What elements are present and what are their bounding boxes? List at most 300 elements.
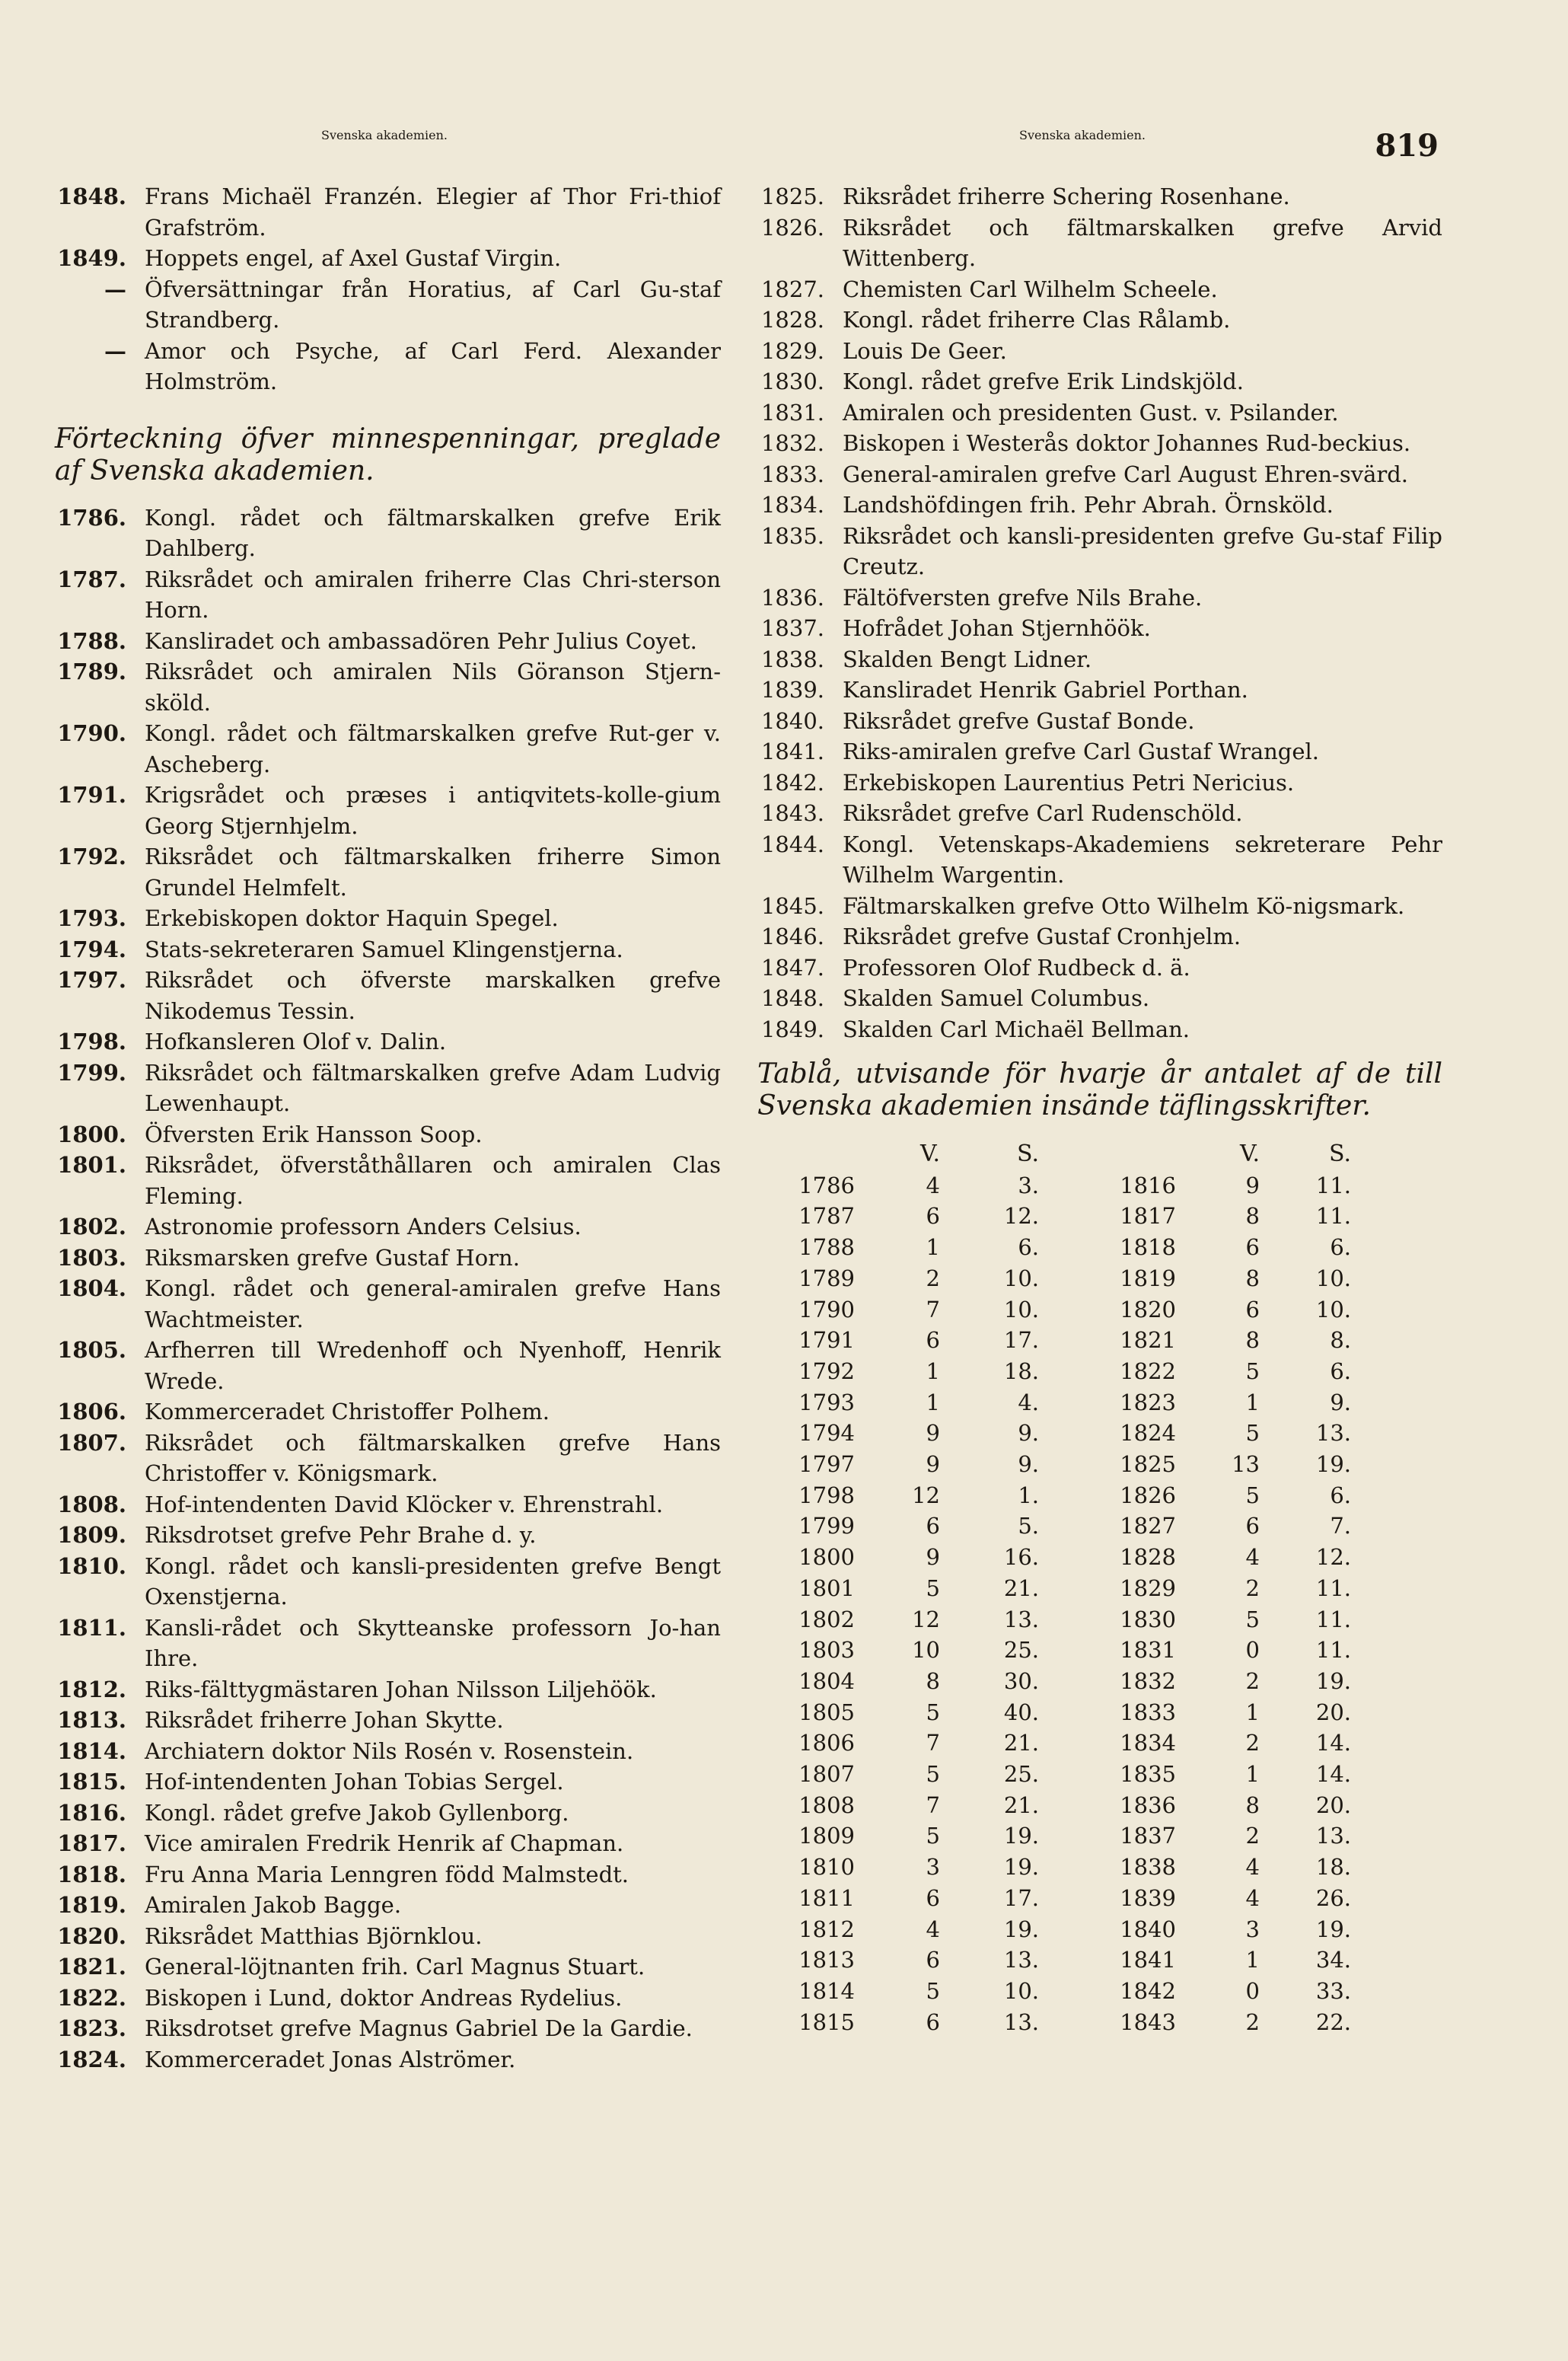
entry-year: 1825. bbox=[760, 183, 824, 209]
list-item bbox=[750, 675, 1442, 706]
entry-text: General-löjtnanten frih. Carl Magnus Stuart. bbox=[145, 1954, 645, 1980]
table-year: 1843 bbox=[1120, 2008, 1176, 2035]
entry-text: Fältöfversten grefve Nils Brahe. bbox=[843, 584, 1203, 611]
table-year: 1842 bbox=[1120, 1977, 1176, 2004]
table-s-count: 13. bbox=[1003, 1606, 1039, 1632]
table-row bbox=[750, 1542, 1351, 1573]
entry-text: Kongl. rådet och kansli-presidenten grefve Bengt Oxenstjerna. bbox=[145, 1552, 721, 1610]
table-s-count: 25. bbox=[1003, 1761, 1039, 1788]
table-s-count: 14. bbox=[1315, 1730, 1351, 1756]
table-year: 1832 bbox=[1120, 1667, 1176, 1694]
table-v-count: 9 bbox=[926, 1451, 940, 1478]
entry-text: Krigsrådet och præses i antiqvitets-kolle-gium Georg Stjernhjelm. bbox=[145, 782, 721, 839]
entry-text: Landshöfdingen frih. Pehr Abrah. Örnsköld. bbox=[843, 492, 1334, 518]
entry-year: 1787. bbox=[57, 566, 126, 592]
entry-year: 1814. bbox=[57, 1737, 126, 1764]
entry-year: 1848. bbox=[760, 985, 824, 1011]
list-item bbox=[750, 490, 1442, 521]
table-v-count: 1 bbox=[1245, 1699, 1260, 1725]
table-s-count: 19. bbox=[1315, 1916, 1351, 1942]
table-s-count: 11. bbox=[1315, 1172, 1351, 1198]
table-s-count: 40. bbox=[1003, 1699, 1039, 1725]
entry-year: 1812. bbox=[57, 1676, 126, 1702]
list-item bbox=[47, 503, 721, 564]
entry-text: Fältmarskalken grefve Otto Wilhelm Kö-nigsmark. bbox=[843, 892, 1405, 919]
list-item bbox=[47, 1396, 721, 1428]
table-s-count: 16. bbox=[1003, 1544, 1039, 1571]
entry-text: Erkebiskopen doktor Haquin Spegel. bbox=[145, 905, 559, 931]
table-v-count: 7 bbox=[926, 1791, 940, 1818]
table-v-count: 2 bbox=[1245, 1823, 1260, 1849]
table-v-count: 5 bbox=[926, 1761, 940, 1788]
table-year: 1807 bbox=[798, 1761, 855, 1788]
entry-text: Riksrådet friherre Schering Rosenhane. bbox=[843, 183, 1290, 209]
table-v-count: 8 bbox=[1245, 1791, 1260, 1818]
entry-text: Riksrådet och fältmarskalken grefve Adam Ludvig Lewenhaupt. bbox=[145, 1059, 721, 1116]
entry-year: 1816. bbox=[57, 1799, 126, 1826]
list-item bbox=[750, 613, 1442, 644]
table-s-count: 8. bbox=[1330, 1327, 1351, 1354]
table-year: 1787 bbox=[798, 1203, 855, 1230]
table-v-count: 8 bbox=[926, 1667, 940, 1694]
entry-year: 1793. bbox=[57, 905, 126, 931]
entry-text: Professoren Olof Rudbeck d. ä. bbox=[843, 954, 1190, 981]
entry-text: Hofkansleren Olof v. Dalin. bbox=[145, 1029, 447, 1054]
list-item bbox=[750, 736, 1442, 767]
entry-year: 1827. bbox=[760, 276, 824, 302]
table-s-count: 14. bbox=[1315, 1761, 1351, 1788]
table-v-count: 2 bbox=[1245, 1575, 1260, 1601]
entry-text: Öfversättningar från Horatius, af Carl Gu-staf Strandberg. bbox=[145, 276, 721, 333]
entry-year: 1791. bbox=[57, 782, 126, 808]
table-row bbox=[750, 1573, 1351, 1604]
entry-year: 1803. bbox=[57, 1244, 126, 1271]
list-item bbox=[47, 564, 721, 626]
table-year: 1833 bbox=[1120, 1699, 1176, 1725]
table-year: 1818 bbox=[1120, 1234, 1176, 1261]
col-header-s: S. bbox=[1016, 1141, 1039, 1167]
table-s-count: 10. bbox=[1315, 1265, 1351, 1291]
entry-year: — bbox=[104, 337, 126, 364]
entry-year: 1794. bbox=[57, 936, 126, 962]
list-item bbox=[750, 582, 1442, 614]
entry-text: Kongl. rådet grefve Erik Lindskjöld. bbox=[843, 369, 1244, 394]
table-year: 1831 bbox=[1120, 1637, 1176, 1664]
table-v-count: 1 bbox=[1245, 1761, 1260, 1788]
entry-year: 1789. bbox=[57, 659, 126, 684]
entry-year: 1847. bbox=[760, 954, 824, 981]
table-row bbox=[750, 1449, 1351, 1480]
table-year: 1794 bbox=[798, 1420, 855, 1447]
table-year: 1834 bbox=[1120, 1730, 1176, 1756]
table-row bbox=[750, 1604, 1351, 1635]
entry-text: Archiatern doktor Nils Rosén v. Rosenstein. bbox=[145, 1737, 634, 1764]
table-s-count: 9. bbox=[1018, 1451, 1039, 1478]
table-s-count: 5. bbox=[1018, 1513, 1039, 1539]
table-year: 1809 bbox=[798, 1823, 855, 1849]
entry-text: Kongl. rådet grefve Jakob Gyllenborg. bbox=[145, 1799, 569, 1826]
table-v-count: 3 bbox=[1245, 1916, 1260, 1942]
table-v-count: 12 bbox=[912, 1482, 940, 1508]
table-s-count: 22. bbox=[1315, 2008, 1351, 2035]
table-v-count: 6 bbox=[1245, 1234, 1260, 1261]
entry-text: Stats-sekreteraren Samuel Klingenstjerna. bbox=[145, 936, 623, 962]
entry-year: 1829. bbox=[760, 337, 824, 364]
table-v-count: 1 bbox=[1245, 1389, 1260, 1415]
table-v-count: 6 bbox=[926, 2008, 940, 2035]
entry-text: Riksrådet och amiralen Nils Göranson Stjern-sköld. bbox=[145, 659, 721, 716]
table-row bbox=[750, 1945, 1351, 1976]
list-item bbox=[47, 181, 721, 243]
table-v-count: 12 bbox=[912, 1606, 940, 1632]
table-v-count: 5 bbox=[1245, 1358, 1260, 1384]
table-s-count: 33. bbox=[1315, 1977, 1351, 2004]
list-item bbox=[750, 459, 1442, 490]
table-v-count: 5 bbox=[926, 1977, 940, 2004]
list-item bbox=[750, 212, 1442, 274]
table-s-count: 18. bbox=[1003, 1358, 1039, 1384]
table-v-count: 6 bbox=[926, 1884, 940, 1911]
table-year: 1835 bbox=[1120, 1761, 1176, 1788]
table-s-count: 10. bbox=[1315, 1296, 1351, 1322]
list-item bbox=[750, 521, 1442, 582]
entry-year: 1845. bbox=[760, 892, 824, 919]
table-s-count: 10. bbox=[1003, 1296, 1039, 1322]
table-row bbox=[750, 1697, 1351, 1728]
table-s-count: 11. bbox=[1315, 1637, 1351, 1664]
table-s-count: 11. bbox=[1315, 1575, 1351, 1601]
list-item bbox=[47, 1119, 721, 1150]
table-v-count: 9 bbox=[926, 1420, 940, 1447]
entry-year: 1786. bbox=[57, 504, 126, 531]
table-year: 1822 bbox=[1120, 1358, 1176, 1384]
entry-year: 1849. bbox=[760, 1016, 824, 1042]
table-row bbox=[750, 1914, 1351, 1945]
list-item bbox=[750, 305, 1442, 336]
table-s-count: 25. bbox=[1003, 1637, 1039, 1664]
entry-text: Skalden Samuel Columbus. bbox=[843, 985, 1150, 1011]
list-item bbox=[47, 1828, 721, 1859]
table-year: 1815 bbox=[798, 2008, 855, 2035]
table-year: 1788 bbox=[798, 1234, 855, 1261]
table-row bbox=[750, 1728, 1351, 1759]
entry-text: Riksrådet och fältmarskalken friherre Simon Grundel Helmfelt. bbox=[145, 844, 721, 901]
entry-text: Biskopen i Lund, doktor Andreas Rydelius. bbox=[145, 1984, 623, 2011]
entry-year: 1844. bbox=[760, 831, 824, 857]
list-item bbox=[47, 1211, 721, 1243]
table-v-count: 1 bbox=[926, 1389, 940, 1415]
entry-text: Fru Anna Maria Lenngren född Malmstedt. bbox=[145, 1861, 629, 1887]
table-year: 1801 bbox=[798, 1575, 855, 1601]
entry-year: 1788. bbox=[57, 627, 126, 654]
medal-list-heading: Förteckning öfver minnespenningar, preglade af Svenska akademien. bbox=[55, 423, 721, 487]
table-year: 1828 bbox=[1120, 1544, 1176, 1571]
entry-year: 1849. bbox=[57, 245, 126, 271]
table-v-count: 8 bbox=[1245, 1327, 1260, 1354]
entry-text: Chemisten Carl Wilhelm Scheele. bbox=[843, 276, 1218, 302]
table-s-count: 6. bbox=[1330, 1482, 1351, 1508]
list-item bbox=[47, 841, 721, 903]
table-v-count: 9 bbox=[926, 1544, 940, 1571]
entry-text: Riksrådet, öfverståthållaren och amiralen Clas Fleming. bbox=[145, 1152, 721, 1209]
entry-text: Riks-fälttygmästaren Johan Nilsson Liljehöök. bbox=[145, 1676, 657, 1702]
list-item bbox=[750, 798, 1442, 829]
entry-year: 1828. bbox=[760, 307, 824, 333]
entry-year: 1808. bbox=[57, 1491, 126, 1517]
table-year: 1802 bbox=[798, 1606, 855, 1632]
entry-year: 1800. bbox=[57, 1121, 126, 1147]
table-s-count: 13. bbox=[1003, 1947, 1039, 1973]
table-v-count: 5 bbox=[926, 1823, 940, 1849]
table-s-count: 18. bbox=[1315, 1854, 1351, 1881]
table-year: 1827 bbox=[1120, 1513, 1176, 1539]
col-header-s: S. bbox=[1328, 1141, 1351, 1167]
table-year: 1838 bbox=[1120, 1854, 1176, 1881]
entry-year: 1797. bbox=[57, 967, 126, 993]
table-title: Tablå, utvisande för hvarje år antalet af de till Svenska akademien insände täflingsskrifter. bbox=[757, 1058, 1442, 1121]
table-v-count: 2 bbox=[1245, 2008, 1260, 2035]
table-v-count: 2 bbox=[926, 1265, 940, 1291]
table-row bbox=[750, 2007, 1351, 2038]
entry-text: Arfherren till Wredenhoff och Nyenhoff, Henrik Wrede. bbox=[145, 1337, 721, 1394]
entry-year: 1804. bbox=[57, 1275, 126, 1301]
table-year: 1830 bbox=[1120, 1606, 1176, 1632]
table-v-count: 6 bbox=[926, 1203, 940, 1230]
table-v-count: 5 bbox=[1245, 1482, 1260, 1508]
table-v-count: 4 bbox=[926, 1172, 940, 1198]
table-row bbox=[750, 1480, 1351, 1511]
entry-text: Kommerceradet Christoffer Polhem. bbox=[145, 1399, 550, 1425]
table-v-count: 8 bbox=[1245, 1265, 1260, 1291]
table-year: 1841 bbox=[1120, 1947, 1176, 1973]
entry-text: Amiralen och presidenten Gust. v. Psilander. bbox=[843, 399, 1339, 426]
list-item bbox=[47, 1921, 721, 1952]
entry-year: 1823. bbox=[57, 2015, 126, 2041]
entry-text: Riksmarsken grefve Gustaf Horn. bbox=[145, 1244, 520, 1271]
list-item bbox=[47, 1983, 721, 2014]
list-item bbox=[47, 934, 721, 965]
list-item bbox=[750, 181, 1442, 212]
medal-list-left bbox=[47, 503, 721, 2075]
list-item bbox=[47, 1551, 721, 1613]
list-item bbox=[47, 1026, 721, 1058]
table-s-count: 34. bbox=[1315, 1947, 1351, 1973]
list-item bbox=[47, 626, 721, 657]
list-item bbox=[750, 983, 1442, 1014]
list-item bbox=[47, 1736, 721, 1767]
prize-list bbox=[47, 181, 721, 397]
entry-text: Riksrådet och fältmarskalken grefve Arvid Wittenberg. bbox=[843, 214, 1442, 271]
table-v-count: 5 bbox=[926, 1699, 940, 1725]
table-s-count: 21. bbox=[1003, 1575, 1039, 1601]
table-year: 1824 bbox=[1120, 1420, 1176, 1447]
table-year: 1837 bbox=[1120, 1823, 1176, 1849]
list-item bbox=[47, 1150, 721, 1211]
table-s-count: 13. bbox=[1003, 2008, 1039, 2035]
entry-year: 1801. bbox=[57, 1152, 126, 1178]
entry-year: 1837. bbox=[760, 615, 824, 641]
table-s-count: 19. bbox=[1003, 1854, 1039, 1881]
list-item bbox=[750, 1014, 1442, 1045]
table-year: 1839 bbox=[1120, 1884, 1176, 1911]
col-header-v: V. bbox=[1240, 1141, 1260, 1167]
submissions-table bbox=[750, 1139, 1351, 2037]
entry-text: Riksrådet och amiralen friherre Clas Chri-sterson Horn. bbox=[145, 566, 721, 623]
table-s-count: 21. bbox=[1003, 1791, 1039, 1818]
table-v-count: 6 bbox=[1245, 1513, 1260, 1539]
table-year: 1792 bbox=[798, 1358, 855, 1384]
entry-year: — bbox=[104, 276, 126, 302]
table-s-count: 6. bbox=[1018, 1234, 1039, 1261]
entry-year: 1821. bbox=[57, 1954, 126, 1980]
table-s-count: 19. bbox=[1003, 1823, 1039, 1849]
table-v-count: 4 bbox=[926, 1916, 940, 1942]
table-year: 1789 bbox=[798, 1265, 855, 1291]
table-row bbox=[750, 1263, 1351, 1294]
list-item bbox=[47, 1705, 721, 1736]
entry-year: 1806. bbox=[57, 1399, 126, 1425]
entry-text: Riksrådet grefve Carl Rudenschöld. bbox=[843, 800, 1243, 826]
table-year: 1800 bbox=[798, 1544, 855, 1571]
list-item bbox=[47, 718, 721, 780]
table-v-count: 1 bbox=[1245, 1947, 1260, 1973]
table-s-count: 26. bbox=[1315, 1884, 1351, 1911]
table-year: 1806 bbox=[798, 1730, 855, 1756]
table-v-count: 3 bbox=[926, 1854, 940, 1881]
entry-text: Riksrådet grefve Gustaf Cronhjelm. bbox=[843, 924, 1241, 949]
entry-text: Riksrådet och kansli-presidenten grefve Gu-staf Filip Creutz. bbox=[843, 522, 1442, 579]
table-row bbox=[750, 1759, 1351, 1790]
table-s-count: 9. bbox=[1018, 1420, 1039, 1447]
table-s-count: 10. bbox=[1003, 1977, 1039, 2004]
entry-year: 1810. bbox=[57, 1552, 126, 1579]
list-item bbox=[47, 965, 721, 1026]
list-item bbox=[47, 1951, 721, 1983]
entry-text: Riksrådet och fältmarskalken grefve Hans Christoffer v. Königsmark. bbox=[145, 1429, 721, 1486]
table-v-count: 1 bbox=[926, 1234, 940, 1261]
list-item bbox=[47, 1766, 721, 1798]
table-v-count: 2 bbox=[1245, 1730, 1260, 1756]
table-row bbox=[750, 1418, 1351, 1449]
left-column bbox=[47, 181, 721, 2075]
list-item bbox=[750, 397, 1442, 429]
entry-year: 1815. bbox=[57, 1769, 126, 1795]
entry-text: Riksdrotset grefve Pehr Brahe d. y. bbox=[145, 1522, 537, 1548]
table-v-count: 8 bbox=[1245, 1203, 1260, 1230]
list-item bbox=[47, 1058, 721, 1119]
table-v-count: 0 bbox=[1245, 1977, 1260, 2004]
entry-year: 1838. bbox=[760, 646, 824, 672]
entry-year: 1822. bbox=[57, 1984, 126, 2011]
table-v-count: 6 bbox=[926, 1947, 940, 1973]
table-row bbox=[750, 1976, 1351, 2007]
list-item bbox=[47, 1890, 721, 1921]
table-year: 1790 bbox=[798, 1296, 855, 1322]
list-item bbox=[47, 2013, 721, 2044]
list-item bbox=[47, 1335, 721, 1396]
list-item bbox=[47, 1798, 721, 1829]
table-year: 1804 bbox=[798, 1667, 855, 1694]
table-row bbox=[750, 1387, 1351, 1418]
table-row bbox=[750, 1232, 1351, 1263]
table-year: 1798 bbox=[798, 1482, 855, 1508]
table-row bbox=[750, 1852, 1351, 1883]
entry-year: 1792. bbox=[57, 844, 126, 869]
table-row bbox=[750, 1201, 1351, 1232]
table-s-count: 13. bbox=[1315, 1420, 1351, 1447]
table-v-count: 7 bbox=[926, 1730, 940, 1756]
list-item bbox=[47, 336, 721, 397]
entry-text: Kongl. rådet och general-amiralen grefve Hans Wachtmeister. bbox=[145, 1275, 721, 1332]
entry-year: 1841. bbox=[760, 739, 824, 764]
running-header-right: Svenska akademien. bbox=[1019, 128, 1146, 142]
list-item bbox=[47, 1273, 721, 1335]
medal-list-right bbox=[750, 181, 1442, 1045]
table-v-count: 7 bbox=[926, 1296, 940, 1322]
table-year: 1829 bbox=[1120, 1575, 1176, 1601]
entry-text: Riksrådet grefve Gustaf Bonde. bbox=[843, 707, 1195, 734]
entry-year: 1831. bbox=[760, 399, 824, 426]
table-header-row bbox=[750, 1139, 1351, 1170]
entry-year: 1848. bbox=[57, 183, 126, 209]
table-year: 1817 bbox=[1120, 1203, 1176, 1230]
list-item bbox=[750, 891, 1442, 922]
entry-year: 1839. bbox=[760, 677, 824, 703]
table-year: 1823 bbox=[1120, 1389, 1176, 1415]
entry-text: Kansliradet och ambassadören Pehr Julius Coyet. bbox=[145, 627, 697, 654]
table-year: 1813 bbox=[798, 1947, 855, 1973]
table-v-count: 5 bbox=[926, 1575, 940, 1601]
table-year: 1814 bbox=[798, 1977, 855, 2004]
entry-text: Kansli-rådet och Skytteanske professorn Jo-han Ihre. bbox=[145, 1614, 721, 1671]
table-row bbox=[750, 1635, 1351, 1666]
table-v-count: 4 bbox=[1245, 1544, 1260, 1571]
entry-text: Hof-intendenten David Klöcker v. Ehrenstrahl. bbox=[145, 1491, 664, 1517]
table-year: 1805 bbox=[798, 1699, 855, 1725]
entry-year: 1834. bbox=[760, 492, 824, 518]
entry-text: Hofrådet Johan Stjernhöök. bbox=[843, 615, 1151, 641]
list-item bbox=[750, 366, 1442, 397]
table-v-count: 0 bbox=[1245, 1637, 1260, 1664]
entry-year: 1817. bbox=[57, 1830, 126, 1856]
entry-text: Hoppets engel, af Axel Gustaf Virgin. bbox=[145, 245, 562, 271]
entry-year: 1826. bbox=[760, 214, 824, 241]
table-v-count: 6 bbox=[926, 1327, 940, 1354]
entry-year: 1799. bbox=[57, 1059, 126, 1086]
entry-text: Skalden Carl Michaël Bellman. bbox=[843, 1016, 1190, 1042]
table-year: 1812 bbox=[798, 1916, 855, 1942]
entry-year: 1813. bbox=[57, 1707, 126, 1733]
entry-year: 1833. bbox=[760, 461, 824, 487]
table-row bbox=[750, 1356, 1351, 1387]
list-item bbox=[750, 644, 1442, 675]
table-s-count: 20. bbox=[1315, 1791, 1351, 1818]
entry-text: Riksrådet friherre Johan Skytte. bbox=[145, 1707, 504, 1733]
list-item bbox=[750, 829, 1442, 891]
entry-year: 1835. bbox=[760, 522, 824, 549]
entry-year: 1809. bbox=[57, 1522, 126, 1548]
table-s-count: 3. bbox=[1018, 1172, 1039, 1198]
entry-text: Hof-intendenten Johan Tobias Sergel. bbox=[145, 1769, 564, 1795]
table-s-count: 19. bbox=[1315, 1451, 1351, 1478]
list-item bbox=[47, 2044, 721, 2075]
table-year: 1821 bbox=[1120, 1327, 1176, 1354]
list-item bbox=[47, 1428, 721, 1489]
list-item bbox=[47, 274, 721, 336]
entry-text: Frans Michaël Franzén. Elegier af Thor Fri-thiof Grafström. bbox=[145, 183, 721, 241]
table-s-count: 12. bbox=[1315, 1544, 1351, 1571]
table-v-count: 6 bbox=[926, 1513, 940, 1539]
